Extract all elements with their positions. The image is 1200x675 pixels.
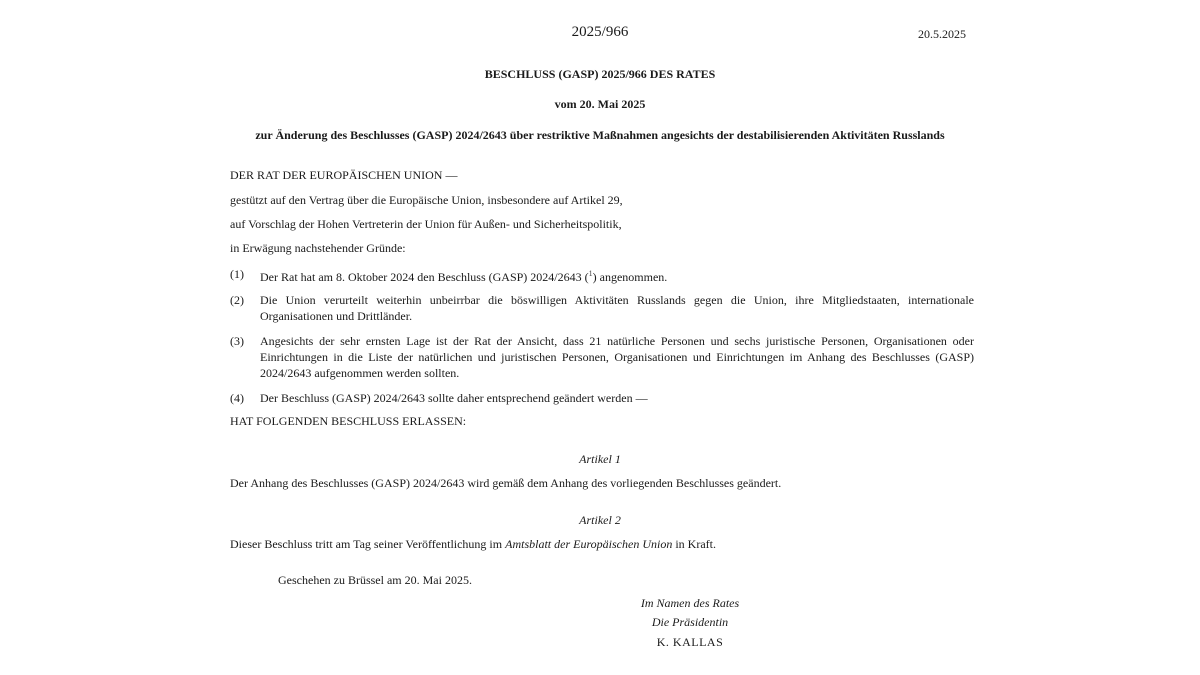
- recital-text: Die Union verurteilt weiterhin unbeirrbar die böswilligen Aktivitäten Russlands gegen die Union, ihre Mitgliedstaaten, internationale Organisationen und Drittländer.: [260, 293, 974, 323]
- document-date: 20.5.2025: [918, 27, 966, 41]
- recital-number: (2): [230, 293, 244, 307]
- preamble-considering: in Erwägung nachstehender Gründe:: [230, 241, 406, 255]
- article-2-text: Dieser Beschluss tritt am Tag seiner Veröffentlichung im Amtsblatt der Europäischen Union in Kraft.: [230, 537, 716, 551]
- preamble-basis: gestützt auf den Vertrag über die Europäische Union, insbesondere auf Artikel 29,: [230, 193, 623, 207]
- decision-date-line: vom 20. Mai 2025: [554, 97, 646, 111]
- recital-text: Der Beschluss (GASP) 2024/2643 sollte daher entsprechend geändert werden —: [260, 391, 648, 405]
- preamble-proposal: auf Vorschlag der Hohen Vertreterin der Union für Außen- und Sicherheitspolitik,: [230, 217, 622, 231]
- recital-4: [230, 390, 974, 406]
- document-number: 2025/966: [571, 24, 629, 40]
- footnote-ref[interactable]: 1: [588, 269, 593, 278]
- adopted-statement: HAT FOLGENDEN BESCHLUSS ERLASSEN:: [230, 414, 467, 428]
- done-at-line: Geschehen zu Brüssel am 20. Mai 2025.: [278, 573, 472, 587]
- decision-title: BESCHLUSS (GASP) 2025/966 DES RATES: [484, 67, 716, 81]
- recital-3: [230, 333, 974, 381]
- official-journal-name: Amtsblatt der Europäischen Union: [505, 537, 673, 551]
- article-2-heading: Artikel 2: [579, 513, 621, 527]
- signature-on-behalf: Im Namen des Rates: [640, 596, 740, 610]
- recital-1: [230, 266, 974, 285]
- article-1-text: Der Anhang des Beschlusses (GASP) 2024/2643 wird gemäß dem Anhang des vorliegenden Beschlusses geändert.: [230, 476, 782, 490]
- recital-text: Angesichts der sehr ernsten Lage ist der Rat der Ansicht, dass 21 natürliche Personen und sechs juristische Personen, Organisationen oder Einrichtungen in die Liste der natürlichen und juristischen Personen, Organisationen und Einrichtungen im Anhang des Beschlusses (GASP) 2024/2643 aufgenommen werden sollten.: [260, 334, 974, 380]
- decision-subject: zur Änderung des Beschlusses (GASP) 2024/2643 über restriktive Maßnahmen angesichts der destabilisierenden Aktivitäten Russlands: [255, 128, 945, 142]
- recital-2: [230, 292, 974, 324]
- signatory-name: K. KALLAS: [656, 635, 724, 649]
- recital-number: (1): [230, 267, 244, 281]
- recital-number: (4): [230, 391, 244, 405]
- recital-number: (3): [230, 334, 244, 348]
- article-1-heading: Artikel 1: [579, 452, 621, 466]
- recital-text: Der Rat hat am 8. Oktober 2024 den Beschluss (GASP) 2024/2643 ($^1$) angenommen.: [260, 269, 668, 284]
- preamble-council: DER RAT DER EUROPÄISCHEN UNION —: [230, 168, 458, 182]
- signature-role: Die Präsidentin: [651, 615, 729, 629]
